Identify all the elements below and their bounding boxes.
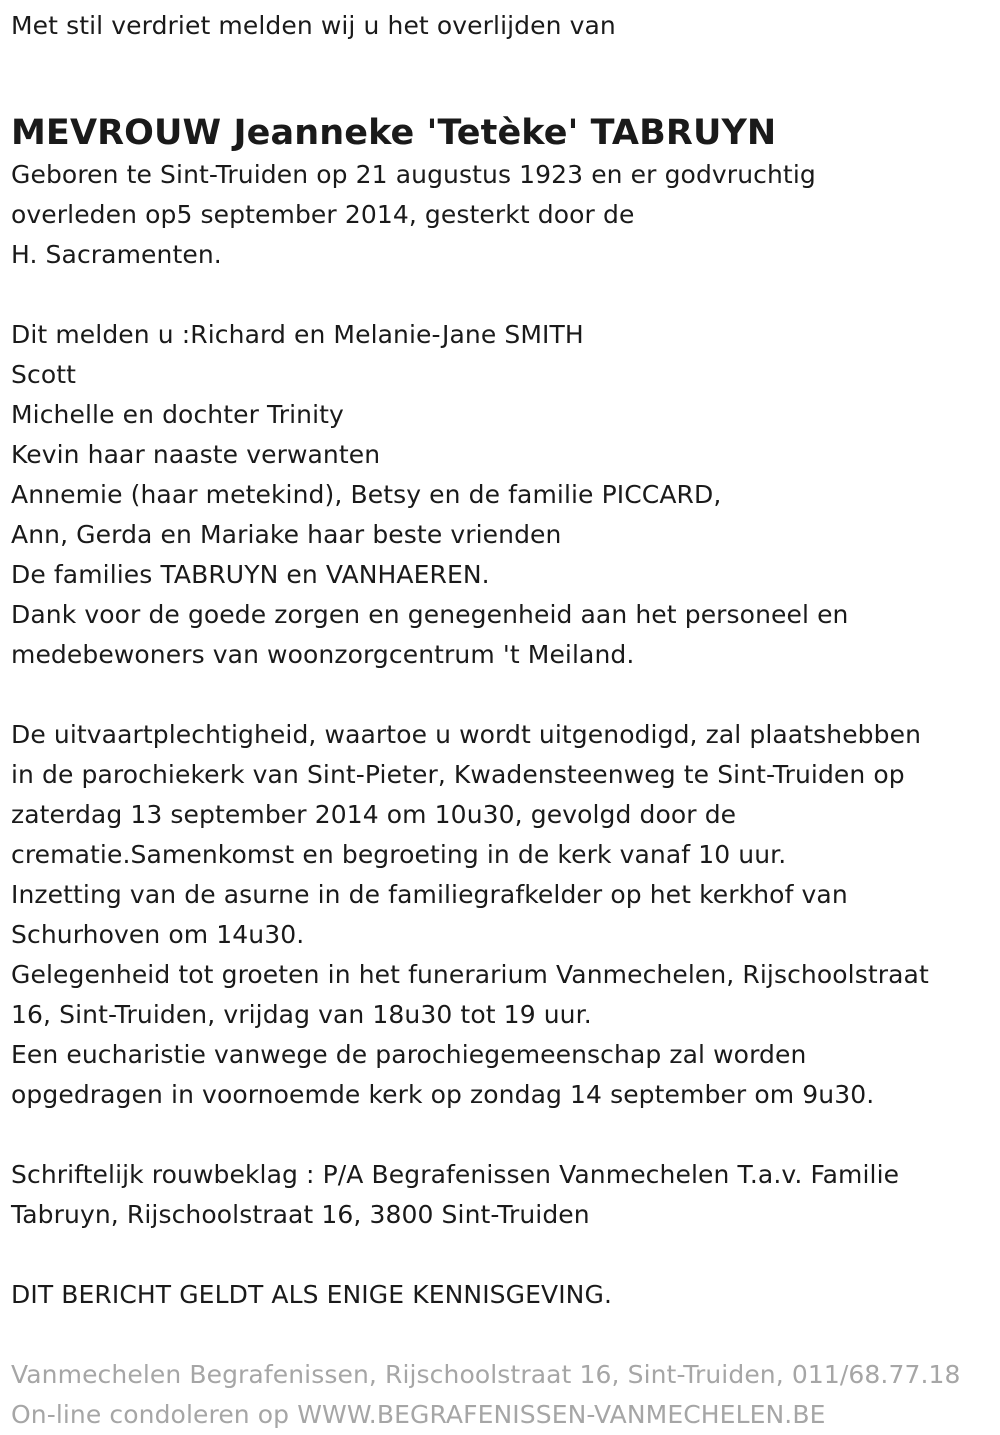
condolence-paragraph [11,1155,996,1235]
intro-text: Met stil verdriet melden wij u het overlijden van [11,11,616,40]
family-line: Dit melden u :Richard en Melanie-Jane SMITH [11,320,584,349]
family-line: Dank voor de goede zorgen en genegenheid aan het personeel en [11,600,849,629]
ceremony-line: in de parochiekerk van Sint-Pieter, Kwadensteenweg te Sint-Truiden op [11,760,905,789]
ceremony-line: opgedragen in voornoemde kerk op zondag 14 september om 9u30. [11,1080,875,1109]
birth-line: Geboren te Sint-Truiden op 21 augustus 1923 en er godvruchtig [11,160,816,189]
family-line: Ann, Gerda en Mariake haar beste vrienden [11,520,562,549]
paragraph-gap [11,1235,996,1275]
condolence-line: Tabruyn, Rijschoolstraat 16, 3800 Sint-Truiden [11,1200,590,1229]
ceremony-line: Gelegenheid tot groeten in het funerarium Vanmechelen, Rijschoolstraat [11,960,929,989]
ceremony-line: 16, Sint-Truiden, vrijdag van 18u30 tot 19 uur. [11,1000,592,1029]
condolence-line: Schriftelijk rouwbeklag : P/A Begrafenissen Vanmechelen T.a.v. Familie [11,1160,900,1189]
family-line: Scott [11,360,77,389]
footer-company-line: Vanmechelen Begrafenissen, Rijschoolstraat 16, Sint-Truiden, 011/68.77.18 [11,1360,961,1389]
family-line: Annemie (haar metekind), Betsy en de familie PICCARD, [11,480,722,509]
birth-line: H. Sacramenten. [11,240,222,269]
birth-line: overleden op5 september 2014, gesterkt door de [11,200,635,229]
family-line: De families TABRUYN en VANHAEREN. [11,560,490,589]
ceremony-paragraph [11,715,996,1115]
ceremony-line: Schurhoven om 14u30. [11,920,305,949]
ceremony-line: Inzetting van de asurne in de familiegrafkelder op het kerkhof van [11,880,848,909]
deceased-name: MEVROUW Jeanneke 'Tetèke' TABRUYN [11,113,777,153]
obituary-notice [11,6,996,1435]
ceremony-line: Een eucharistie vanwege de parochiegemeenschap zal worden [11,1040,807,1069]
family-line: Michelle en dochter Trinity [11,400,344,429]
footer-website-link[interactable]: On-line condoleren op WWW.BEGRAFENISSEN-VANMECHELEN.BE [11,1400,826,1429]
birth-death-paragraph [11,155,996,275]
family-line: medebewoners van woonzorgcentrum 't Meiland. [11,640,635,669]
ceremony-line: crematie.Samenkomst en begroeting in de kerk vanaf 10 uur. [11,840,787,869]
footer [11,1355,996,1435]
family-paragraph [11,315,996,675]
ceremony-line: De uitvaartplechtigheid, waartoe u wordt uitgenodigd, zal plaatshebben [11,720,922,749]
ceremony-line: zaterdag 13 september 2014 om 10u30, gevolgd door de [11,800,737,829]
paragraph-gap [11,675,996,715]
paragraph-gap [11,275,996,315]
family-line: Kevin haar naaste verwanten [11,440,381,469]
notice-text: DIT BERICHT GELDT ALS ENIGE KENNISGEVING. [11,1280,612,1309]
paragraph-gap [11,1115,996,1155]
